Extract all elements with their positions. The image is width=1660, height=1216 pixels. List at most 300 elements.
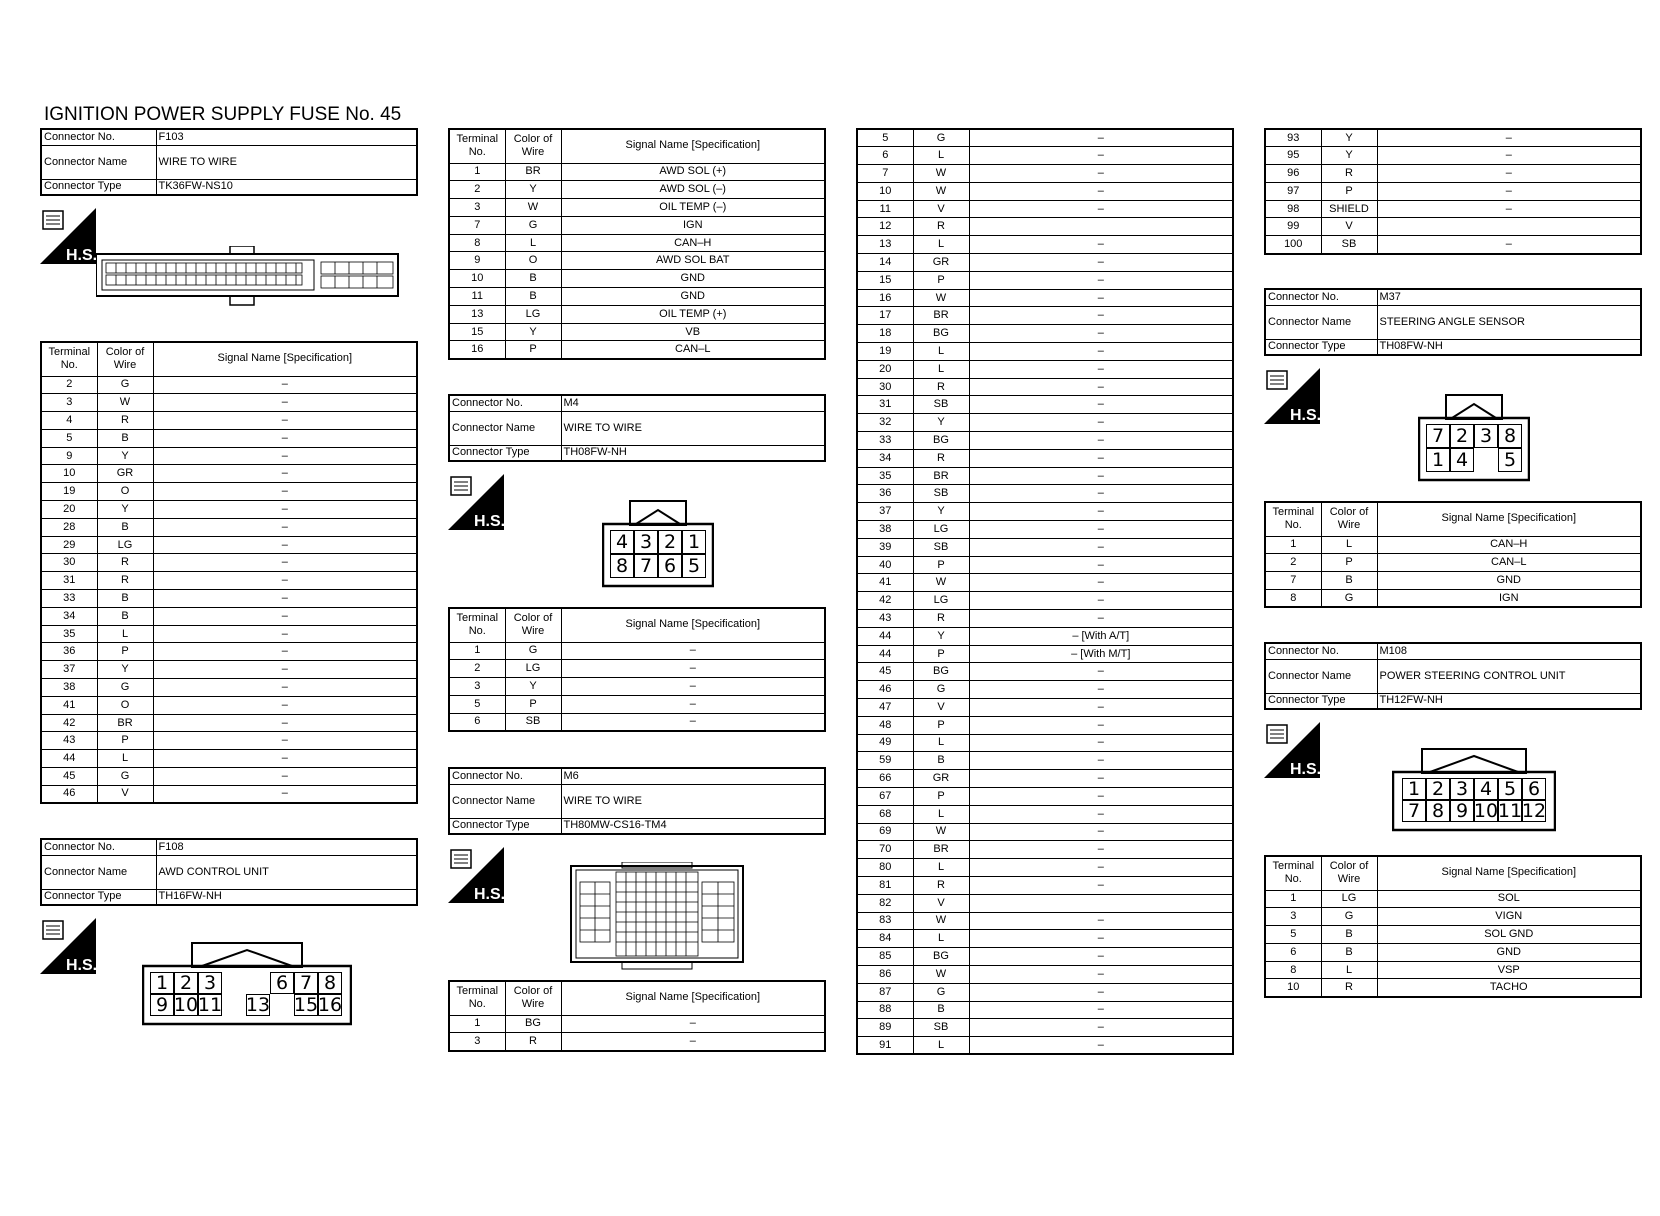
signal-name-cell: AWD SOL (+) [561,163,825,181]
table-row [449,288,825,306]
signal-name-cell: – [561,1033,825,1051]
pin-cell: 9 [1450,800,1474,822]
wire-color-cell: B [1321,943,1377,961]
terminal-no-cell: 6 [449,713,505,731]
signal-name-cell [969,218,1233,236]
wire-color-cell: Y [505,678,561,696]
wire-color-cell: L [913,236,969,254]
table-row [857,556,1233,574]
signal-name-cell: VB [561,323,825,341]
wire-color-cell: B [505,270,561,288]
terminal-no-cell: 2 [449,181,505,199]
terminal-no-cell: 85 [857,948,913,966]
pin-cell: 1 [682,530,706,554]
table-row [1265,554,1641,572]
terminal-no-cell: 41 [857,574,913,592]
connector-type-label: Connector Type [1265,693,1377,709]
terminal-no-cell: 1 [1265,890,1321,908]
terminal-no-cell: 82 [857,894,913,912]
table-row [41,590,417,608]
pin-grid [1402,778,1546,822]
terminal-no-cell: 46 [857,681,913,699]
table-row [41,412,417,430]
terminal-table-f103 [40,341,418,804]
table-row [1265,589,1641,607]
terminal-no-cell: 89 [857,1019,913,1037]
table-row [857,948,1233,966]
terminal-table-m37 [1264,501,1642,608]
signal-name-cell: SOL [1377,890,1641,908]
harness-side-icon [40,208,96,264]
signal-name-cell: – [969,378,1233,396]
signal-name-cell: – [153,785,417,803]
terminal-no-cell: 44 [41,750,97,768]
wire-color-cell: W [913,289,969,307]
wire-color-cell: Y [97,661,153,679]
wire-color-cell: B [1321,572,1377,590]
connector-no-value: F108 [156,839,417,855]
connector-no-label: Connector No. [41,839,156,855]
pin-cell: 1 [1402,778,1426,800]
pin-cell [222,972,246,994]
table-row [857,859,1233,877]
signal-name-cell: – [969,556,1233,574]
wire-color-cell: BR [505,163,561,181]
table-row [1265,200,1641,218]
wire-color-cell: Y [913,627,969,645]
signal-name-cell: – [153,483,417,501]
signal-name-cell: – [969,396,1233,414]
pin-cell: 7 [634,554,658,578]
terminal-no-cell: 29 [41,536,97,554]
signal-name-cell: – [153,412,417,430]
terminal-no-cell: 20 [41,501,97,519]
wire-color-cell: SB [505,713,561,731]
signal-name-cell: – [969,699,1233,717]
terminal-no-cell: 17 [857,307,913,325]
pin-cell: 2 [658,530,682,554]
terminal-no-cell: 59 [857,752,913,770]
table-row [41,714,417,732]
color-of-wire-header: Color of Wire [1321,856,1377,890]
wire-color-cell: SB [913,396,969,414]
signal-name-cell: – [1377,129,1641,147]
wire-color-cell: O [97,696,153,714]
terminal-no-cell: 12 [857,218,913,236]
terminal-no-cell: 1 [449,163,505,181]
connector-type-label: Connector Type [41,889,156,905]
terminal-no-cell: 7 [449,216,505,234]
signal-name-cell: – [561,678,825,696]
wire-color-cell: BR [913,307,969,325]
wire-color-cell: G [913,681,969,699]
connector-type-value: TH16FW-NH [156,889,417,905]
signal-name-cell: – [561,695,825,713]
terminal-no-cell: 80 [857,859,913,877]
signal-name-cell [1377,218,1641,236]
table-row [857,610,1233,628]
terminal-no-cell: 87 [857,983,913,1001]
connector-type-label: Connector Type [449,818,561,834]
terminal-no-cell: 2 [449,660,505,678]
signal-name-cell: – [969,716,1233,734]
terminal-no-cell: 42 [857,592,913,610]
signal-name-cell: – [969,129,1233,147]
terminal-no-cell: 47 [857,699,913,717]
signal-name-cell: – [153,607,417,625]
signal-name-header: Signal Name [Specification] [561,981,825,1015]
terminal-no-cell: 46 [41,785,97,803]
terminal-no-cell: 7 [857,165,913,183]
signal-name-cell: – [969,467,1233,485]
connector-info-m37 [1264,288,1642,356]
wire-color-cell: P [1321,554,1377,572]
connector-face-f108 [142,942,352,1026]
terminal-no-cell: 45 [41,768,97,786]
pin-grid [1426,424,1522,472]
signal-name-cell: – [153,643,417,661]
signal-name-cell: – [969,823,1233,841]
wire-color-cell: G [913,983,969,1001]
wire-color-cell: L [913,360,969,378]
connector-face-m37 [1418,394,1530,482]
signal-name-cell: – [969,289,1233,307]
signal-name-cell: VSP [1377,961,1641,979]
connector-type-value: TH08FW-NH [1377,339,1641,355]
harness-side-icon [1264,368,1320,424]
wire-color-cell: W [913,965,969,983]
terminal-no-cell: 16 [857,289,913,307]
wire-color-cell: O [505,252,561,270]
table-row [857,147,1233,165]
signal-name-cell: – [969,876,1233,894]
pin-cell: 15 [293,994,319,1016]
table-row [41,447,417,465]
wire-color-cell: B [97,607,153,625]
terminal-no-cell: 2 [41,376,97,394]
table-row [857,592,1233,610]
terminal-no-cell: 40 [857,556,913,574]
wire-color-cell: SHIELD [1321,200,1377,218]
terminal-no-cell: 30 [41,554,97,572]
wire-color-cell: B [97,429,153,447]
signal-name-cell: CAN–H [561,234,825,252]
signal-name-cell: – [153,447,417,465]
signal-name-cell: – [969,930,1233,948]
page-title: IGNITION POWER SUPPLY FUSE No. 45 [44,104,402,125]
connector-name-label: Connector Name [41,855,156,889]
table-row [857,414,1233,432]
signal-name-cell: – [153,768,417,786]
connector-name-label: Connector Name [1265,305,1377,339]
wire-color-cell: R [97,572,153,590]
table-row [857,1037,1233,1055]
wire-color-cell: P [913,271,969,289]
terminal-no-cell: 14 [857,254,913,272]
table-row [41,643,417,661]
wire-color-cell: G [505,642,561,660]
terminal-no-cell: 30 [857,378,913,396]
signal-name-cell: – [969,841,1233,859]
terminal-no-cell: 97 [1265,182,1321,200]
hs-label: H.S. [1290,407,1320,424]
connector-name-label: Connector Name [41,145,156,179]
pin-cell: 2 [174,972,198,994]
terminal-no-cell: 19 [41,483,97,501]
terminal-no-cell: 32 [857,414,913,432]
pin-cell: 13 [245,994,271,1016]
table-row [41,625,417,643]
terminal-no-cell: 4 [41,412,97,430]
terminal-no-cell: 70 [857,841,913,859]
wire-color-cell: Y [913,414,969,432]
table-row [449,695,825,713]
signal-name-cell: CAN–L [561,341,825,359]
wire-color-cell: G [1321,589,1377,607]
wire-color-cell: P [913,787,969,805]
pin-cell: 3 [198,972,222,994]
pin-cell: 8 [318,972,342,994]
wire-color-cell: R [505,1033,561,1051]
signal-name-header: Signal Name [Specification] [561,129,825,163]
terminal-no-cell: 10 [1265,979,1321,997]
connector-no-value: M4 [561,395,825,411]
pin-cell: 7 [1402,800,1426,822]
table-row [41,394,417,412]
signal-name-cell: – [969,859,1233,877]
connector-no-value: F103 [156,129,417,145]
wire-color-cell: LG [97,536,153,554]
terminal-no-cell: 6 [1265,943,1321,961]
wire-color-cell: BR [913,841,969,859]
signal-name-header: Signal Name [Specification] [1377,856,1641,890]
terminal-no-cell: 3 [449,1033,505,1051]
table-row [857,343,1233,361]
table-row [857,876,1233,894]
table-row [449,678,825,696]
wire-color-cell: R [913,876,969,894]
signal-name-cell: – [1377,200,1641,218]
signal-name-cell: – [969,1019,1233,1037]
pin-cell: 1 [1426,448,1450,472]
table-row [41,607,417,625]
signal-name-cell: – [969,485,1233,503]
wire-color-cell: L [913,805,969,823]
pin-cell: 9 [150,994,174,1016]
table-row [449,323,825,341]
signal-name-cell: – [153,554,417,572]
terminal-no-cell: 36 [41,643,97,661]
table-row [857,503,1233,521]
table-row [857,681,1233,699]
table-row [41,661,417,679]
hs-label: H.S. [1290,761,1320,778]
signal-name-cell: IGN [561,216,825,234]
signal-name-cell: – [969,165,1233,183]
wire-color-cell: R [913,610,969,628]
signal-name-cell: – [969,538,1233,556]
table-row [449,270,825,288]
table-row [1265,979,1641,997]
pin-cell: 2 [1450,424,1474,448]
terminal-no-cell: 11 [449,288,505,306]
signal-name-cell: – [153,429,417,447]
terminal-no-cell: 43 [857,610,913,628]
connector-name-value: WIRE TO WIRE [561,784,825,818]
connector-face-m4 [602,500,714,588]
pin-cell [270,994,294,1016]
pin-cell [1474,448,1498,472]
table-row [449,1033,825,1051]
harness-side-icon [448,474,504,530]
terminal-no-cell: 33 [41,590,97,608]
wire-color-cell: G [97,679,153,697]
pin-cell: 3 [634,530,658,554]
pin-grid [610,530,706,578]
signal-name-cell: – [969,983,1233,1001]
wire-color-cell: L [913,147,969,165]
hs-label: H.S. [66,957,96,974]
harness-side-icon [1264,722,1320,778]
table-row [857,165,1233,183]
terminal-no-cell: 86 [857,965,913,983]
table-row [41,429,417,447]
table-row [41,572,417,590]
signal-name-cell: – [969,734,1233,752]
table-row [449,216,825,234]
table-row [857,360,1233,378]
table-row [41,679,417,697]
signal-name-cell [969,894,1233,912]
wire-color-cell: Y [1321,147,1377,165]
signal-name-cell: – [153,536,417,554]
terminal-no-cell: 3 [41,394,97,412]
table-row [1265,572,1641,590]
wire-color-cell: GR [913,770,969,788]
signal-name-cell: – [969,414,1233,432]
connector-face-f103 [96,246,402,311]
terminal-no-cell: 100 [1265,236,1321,254]
signal-name-cell: OIL TEMP (+) [561,305,825,323]
terminal-no-cell: 11 [857,200,913,218]
pin-cell: 6 [270,972,294,994]
terminal-no-cell: 37 [41,661,97,679]
table-row [449,305,825,323]
connector-type-value: TH08FW-NH [561,445,825,461]
table-row [449,660,825,678]
pin-cell: 10 [1473,800,1499,822]
signal-name-cell: – [153,679,417,697]
connector-no-value: M108 [1377,643,1641,659]
table-row [1265,218,1641,236]
wire-color-cell: L [1321,961,1377,979]
terminal-no-cell: 5 [41,429,97,447]
signal-name-cell: – [153,750,417,768]
wire-color-cell: GR [97,465,153,483]
terminal-no-cell: 18 [857,325,913,343]
signal-name-header: Signal Name [Specification] [1377,502,1641,536]
wire-color-cell: P [505,341,561,359]
terminal-no-cell: 44 [857,645,913,663]
table-row [857,236,1233,254]
terminal-no-cell: 81 [857,876,913,894]
table-row [449,234,825,252]
terminal-no-cell: 67 [857,787,913,805]
terminal-no-cell: 7 [1265,572,1321,590]
signal-name-cell: – [969,182,1233,200]
terminal-no-cell: 35 [41,625,97,643]
pin-cell: 16 [317,994,343,1016]
wire-color-cell: LG [913,521,969,539]
terminal-no-cell: 43 [41,732,97,750]
terminal-no-cell: 39 [857,538,913,556]
terminal-no-cell: 37 [857,503,913,521]
table-row [449,642,825,660]
table-row [41,696,417,714]
terminal-no-cell: 41 [41,696,97,714]
pin-cell: 8 [1426,800,1450,822]
pin-cell: 4 [1450,448,1474,472]
wire-color-cell: W [913,182,969,200]
wire-color-cell: R [913,378,969,396]
signal-name-cell: GND [1377,572,1641,590]
terminal-no-cell: 16 [449,341,505,359]
signal-name-cell: – [969,432,1233,450]
wire-color-cell: L [913,734,969,752]
signal-name-cell: – [With M/T] [969,645,1233,663]
signal-name-cell: – [969,805,1233,823]
wire-color-cell: LG [505,660,561,678]
terminal-table-m6-part1 [448,980,826,1052]
wire-color-cell: R [1321,979,1377,997]
terminal-no-cell: 5 [1265,926,1321,944]
signal-name-cell: – [969,307,1233,325]
terminal-no-cell: 2 [1265,554,1321,572]
pin-cell: 7 [1426,424,1450,448]
signal-name-cell: – [969,965,1233,983]
signal-name-cell: OIL TEMP (–) [561,199,825,217]
wire-color-cell: LG [913,592,969,610]
terminal-no-header: Terminal No. [449,981,505,1015]
terminal-no-cell: 8 [449,234,505,252]
pin-cell: 2 [1426,778,1450,800]
connector-info-f103 [40,128,418,196]
table-row [857,1019,1233,1037]
wire-color-cell: Y [97,501,153,519]
signal-name-cell: – [153,590,417,608]
signal-name-cell: – [153,661,417,679]
terminal-no-cell: 1 [1265,536,1321,554]
connector-no-label: Connector No. [449,395,561,411]
signal-name-cell: – [1377,165,1641,183]
table-row [857,734,1233,752]
signal-name-cell: AWD SOL (–) [561,181,825,199]
signal-name-cell: – [1377,182,1641,200]
terminal-no-cell: 66 [857,770,913,788]
wire-color-cell: BG [913,663,969,681]
signal-name-cell: – [With A/T] [969,627,1233,645]
connector-no-value: M6 [561,768,825,784]
table-row [857,289,1233,307]
wire-color-cell: V [913,200,969,218]
connector-info-m4 [448,394,826,462]
pin-cell: 10 [173,994,199,1016]
table-row [857,805,1233,823]
signal-name-cell: GND [1377,943,1641,961]
terminal-no-cell: 95 [1265,147,1321,165]
terminal-no-cell: 3 [1265,908,1321,926]
signal-name-cell: – [153,732,417,750]
